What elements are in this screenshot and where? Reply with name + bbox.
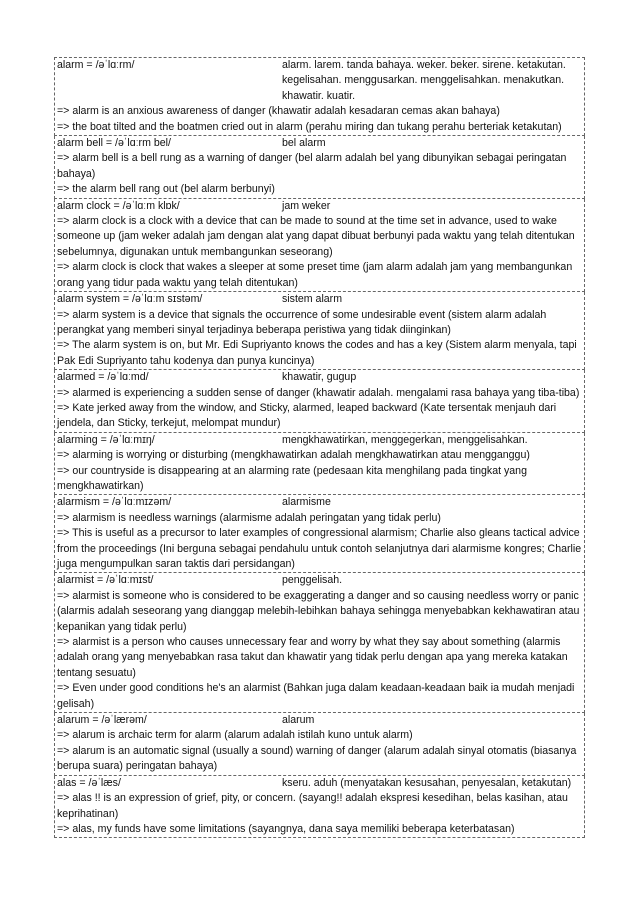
entry-term: alarmism = /əˈlɑːmɪzəm/ xyxy=(57,496,172,509)
entry-term: alarm = /əˈlɑːrm/ xyxy=(57,59,135,71)
entry-term: alarum = /əˈlærəm/ xyxy=(57,714,147,727)
entry-alarmism xyxy=(54,495,585,573)
entry-alarm xyxy=(54,57,585,136)
entry-header xyxy=(57,433,582,448)
entry-meaning: khawatir, gugup xyxy=(282,371,357,384)
entry-line: => alarm system is a device that signals the occurrence of some undesirable event (sistem alarm adalah perangkat yang memberi sinyal terjadinya beberapa peristiwa yang tidak diinginkan) xyxy=(57,308,547,336)
entry-line: => alarm clock is clock that wakes a sleeper at some preset time (jam alarm adalah jam yang membangunkan orang yang tidur pada waktu yang telah ditentukan) xyxy=(57,261,573,289)
entry-line: => alarmism is needless warnings (alarmisme adalah peringatan yang tidak perlu) xyxy=(57,511,441,524)
entry-alarmed xyxy=(54,370,585,433)
entry-term: alarmed = /əˈlɑːmd/ xyxy=(57,371,149,384)
entry-header xyxy=(57,370,582,385)
entry-header xyxy=(57,136,582,151)
entry-line: => Even under good conditions he's an alarmist (Bahkan juga dalam keadaan-keadaan baik ia mudah menjadi gelisah) xyxy=(57,682,575,710)
entry-alarm-bell xyxy=(54,136,585,199)
entry-header xyxy=(57,199,582,214)
entry-line: => alarm clock is a clock with a device that can be made to sound at the time set in advance, used to wake someone up (jam weker adalah jam dengan alat yang dapat dibuat berbunyi pada waktu yang telah ditentukan sebelumnya, digunakan untuk membangunkan seseorang) xyxy=(57,215,575,258)
entry-meaning: alarm. larem. tanda bahaya. weker. beker. sirene. ketakutan. kegelisahan. menggusarkan. menggelisahkan. menakutkan. khawatir. kuatir. xyxy=(282,59,566,102)
entry-alarming xyxy=(54,433,585,496)
entry-meaning: alarmisme xyxy=(282,496,331,509)
entry-alarm-clock xyxy=(54,199,585,292)
entry-header xyxy=(57,573,582,588)
entry-meaning: jam weker xyxy=(282,199,331,212)
entry-meaning: bel alarm xyxy=(282,137,326,150)
entry-meaning: mengkhawatirkan, menggegerkan, menggelisahkan. xyxy=(282,433,528,446)
entry-alarum xyxy=(54,713,585,776)
entry-line: => the alarm bell rang out (bel alarm berbunyi) xyxy=(57,183,275,196)
entry-line: => alarum is an automatic signal (usually a sound) warning of danger (alarum adalah sinyal otomatis (biasanya berupa suara) peringatan bahaya) xyxy=(57,744,577,773)
entry-line: => alas, my funds have some limitations (sayangnya, dana saya memiliki beberapa keterbatasan) xyxy=(57,822,515,835)
entry-term: alarmist = /əˈlɑːmɪst/ xyxy=(57,574,154,587)
entry-line: => alas !! is an expression of grief, pity, or concern. (sayang!! adalah ekspresi kesedihan, belas kasihan, atau keprihatinan) xyxy=(57,792,568,820)
entry-header xyxy=(57,292,582,307)
entry-line: => alarum is archaic term for alarm (alarum adalah istilah kuno untuk alarm) xyxy=(57,729,413,742)
entry-meaning: penggelisah. xyxy=(282,574,343,587)
entry-line: => the boat tilted and the boatmen cried out in alarm (perahu miring dan tukang perahu berteriak ketakutan) xyxy=(57,120,562,133)
entry-term: alas = /əˈlæs/ xyxy=(57,776,121,789)
entry-line: => alarmist is a person who causes unnecessary fear and worry by what they say about something (alarmis adalah orang yang menyebabkan rasa takut dan khawatir yang tidak perlu dengan apa yang mereka katakan tentang sesuatu) xyxy=(57,636,568,679)
entry-term: alarming = /əˈlɑːmɪŋ/ xyxy=(57,433,155,446)
entry-line: => Kate jerked away from the window, and Sticky, alarmed, leaped backward (Kate tersentak menjauh dari jendela, dan Sticky, terkejut, melompat mundur) xyxy=(57,401,557,430)
entry-line: => our countryside is disappearing at an alarming rate (pedesaan kita menghilang pada tingkat yang mengkhawatirkan) xyxy=(57,464,527,492)
entry-term: alarm system = /əˈlɑːm sɪstəm/ xyxy=(57,293,203,306)
entry-alas xyxy=(54,776,585,839)
entry-line: => alarm is an anxious awareness of danger (khawatir adalah kesadaran cemas akan bahaya) xyxy=(57,105,500,118)
dictionary-document xyxy=(54,57,585,838)
entry-line: => alarming is worrying or disturbing (mengkhawatirkan adalah mengkhawatirkan atau mengganggu) xyxy=(57,449,530,462)
entry-meaning: sistem alarm xyxy=(282,293,343,306)
entry-line: => alarmed is experiencing a sudden sense of danger (khawatir adalah. mengalami rasa bahaya yang tiba-tiba) xyxy=(57,386,580,399)
entry-alarmist xyxy=(54,573,585,713)
entry-header xyxy=(57,58,582,104)
entry-header xyxy=(57,495,582,510)
entry-term: alarm clock = /əˈlɑːm klɒk/ xyxy=(57,199,180,212)
entry-meaning: alarum xyxy=(282,714,315,727)
entry-alarm-system xyxy=(54,292,585,370)
entry-line: => alarmist is someone who is considered to be exaggerating a danger and so causing needless worry or panic (alarmis adalah seseorang yang dianggap melebih-lebihkan bahaya sehingga menyebabkan kekhawatiran atau kepanikan yang tidak perlu) xyxy=(57,589,580,633)
entry-term: alarm bell = /əˈlɑːrm bel/ xyxy=(57,137,171,150)
entry-line: => alarm bell is a bell rung as a warning of danger (bel alarm adalah bel yang dibunyikan sebagai peringatan bahaya) xyxy=(57,152,567,180)
entry-line: => The alarm system is on, but Mr. Edi Supriyanto knows the codes and has a key (Sistem alarm menyala, tapi Pak Edi Supriyanto tahu kodenya dan punya kuncinya) xyxy=(57,339,577,367)
entry-meaning: kseru. aduh (menyatakan kesusahan, penyesalan, ketakutan) xyxy=(282,776,572,789)
entry-header xyxy=(57,713,582,728)
entry-line: => This is useful as a precursor to later examples of congressional alarmism; Charlie also gleans tactical advice from the proceedings (Ini berguna sebagai pendahulu untuk contoh selanjutnya dari alarmisme kongres; Charlie juga mengumpulkan saran taktis dari persidangan) xyxy=(57,527,582,570)
entry-header xyxy=(57,776,582,791)
